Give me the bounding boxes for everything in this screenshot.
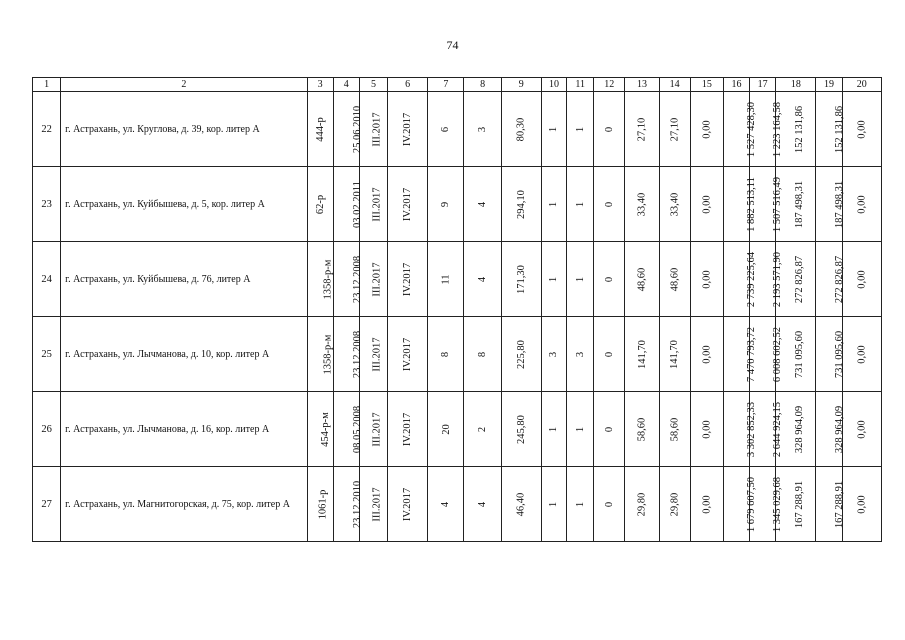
cell-text: 23.12.2008 — [351, 255, 363, 303]
cell-text: 152 131,86 — [794, 105, 806, 153]
cell-text: III.2017 — [371, 411, 383, 447]
cell-c20 — [842, 392, 881, 467]
cell-c10 — [541, 317, 566, 392]
cell-c6 — [388, 467, 428, 542]
cell-c20 — [842, 242, 881, 317]
cell-c13 — [625, 242, 659, 317]
table-row — [33, 317, 882, 392]
cell-c15 — [690, 242, 723, 317]
cell-c5 — [359, 317, 387, 392]
cell-text: 167 288,91 — [834, 480, 846, 528]
cell-text: 225,80 — [515, 339, 527, 369]
cell-text: 328 964,09 — [794, 405, 806, 453]
cell-text: 1358-р-м — [322, 259, 334, 299]
table-row — [33, 242, 882, 317]
cell-c12 — [594, 392, 625, 467]
cell-c12 — [594, 467, 625, 542]
cell-c9 — [501, 317, 541, 392]
cell-c19 — [816, 467, 846, 542]
cell-text: 11 — [440, 273, 452, 285]
cell-text: 0,00 — [701, 194, 713, 214]
cell-text: III.2017 — [371, 336, 383, 372]
cell-num: 22 — [33, 92, 61, 167]
cell-text: 1 — [574, 126, 586, 132]
cell-text: IV.2017 — [402, 412, 414, 446]
column-number-10: 10 — [541, 78, 566, 92]
cell-address: г. Астрахань, ул. Куйбышева, д. 5, кор. литер А — [61, 167, 307, 242]
cell-c5 — [359, 167, 387, 242]
cell-text: IV.2017 — [402, 112, 414, 146]
cell-doc_no — [307, 167, 333, 242]
cell-text: 0,00 — [701, 119, 713, 139]
cell-doc_no — [307, 242, 333, 317]
cell-text: 58,60 — [636, 417, 648, 441]
cell-text: 58,60 — [669, 417, 681, 441]
cell-text: 8 — [477, 351, 489, 357]
cell-c10 — [541, 392, 566, 467]
cell-text: 3 302 852,33 — [746, 401, 757, 457]
cell-text: 0 — [603, 351, 615, 357]
cell-text: 0,00 — [856, 119, 868, 139]
cell-text: 2 644 924,15 — [772, 401, 784, 457]
cell-c19 — [816, 392, 846, 467]
cell-text: 1 — [574, 426, 586, 432]
cell-c14 — [659, 467, 690, 542]
cell-address: г. Астрахань, ул. Магнитогорская, д. 75, кор. литер А — [61, 467, 307, 542]
cell-text: 1 527 428,30 — [746, 101, 757, 157]
cell-text: III.2017 — [371, 111, 383, 147]
cell-c8 — [464, 467, 501, 542]
page-number: 74 — [446, 38, 459, 52]
cell-c19 — [816, 242, 846, 317]
column-number-18: 18 — [776, 78, 816, 92]
cell-c11 — [567, 392, 594, 467]
cell-text: 1 — [574, 501, 586, 507]
cell-text: 1 507 516,49 — [772, 176, 784, 232]
cell-text: 2 — [477, 426, 489, 432]
cell-text: 8 — [440, 351, 452, 357]
cell-c16 — [723, 392, 757, 467]
cell-text: 0 — [603, 126, 615, 132]
cell-text: 0,00 — [701, 494, 713, 514]
cell-text: 46,40 — [515, 492, 527, 516]
cell-text: III.2017 — [371, 486, 383, 522]
cell-c7 — [428, 317, 464, 392]
cell-text: 187 498,31 — [834, 180, 846, 228]
cell-c13 — [625, 392, 659, 467]
cell-c10 — [541, 467, 566, 542]
table-row — [33, 467, 882, 542]
cell-c7 — [428, 92, 464, 167]
cell-c20 — [842, 467, 881, 542]
cell-text: 2 739 225,64 — [746, 251, 757, 307]
cell-c14 — [659, 392, 690, 467]
column-number-11: 11 — [567, 78, 594, 92]
cell-c14 — [659, 167, 690, 242]
cell-text: 272 826,87 — [794, 255, 806, 303]
cell-text: 0,00 — [701, 344, 713, 364]
cell-num: 27 — [33, 467, 61, 542]
column-number-14: 14 — [659, 78, 690, 92]
cell-c12 — [594, 167, 625, 242]
cell-c8 — [464, 392, 501, 467]
cell-text: 33,40 — [636, 192, 648, 216]
cell-text: 20 — [440, 423, 452, 435]
column-number-row — [33, 78, 882, 92]
cell-text: 4 — [477, 501, 489, 507]
cell-c16 — [723, 467, 757, 542]
cell-c16 — [723, 92, 757, 167]
cell-c8 — [464, 242, 501, 317]
cell-c10 — [541, 242, 566, 317]
cell-text: 0 — [603, 426, 615, 432]
cell-doc_date — [333, 467, 363, 542]
cell-text: 187 498,31 — [794, 180, 806, 228]
cell-c8 — [464, 167, 501, 242]
cell-doc_no — [307, 317, 333, 392]
cell-num: 23 — [33, 167, 61, 242]
cell-text: 272 826,87 — [834, 255, 846, 303]
cell-c11 — [567, 167, 594, 242]
column-number-19: 19 — [816, 78, 842, 92]
cell-text: 25.06.2010 — [351, 105, 363, 153]
cell-text: IV.2017 — [402, 487, 414, 521]
cell-text: 29,80 — [636, 492, 648, 516]
cell-text: 80,30 — [515, 117, 527, 141]
cell-c20 — [842, 167, 881, 242]
cell-text: 1 223 164,58 — [772, 101, 784, 157]
cell-text: 48,60 — [636, 267, 648, 291]
cell-c15 — [690, 467, 723, 542]
cell-c20 — [842, 92, 881, 167]
cell-num: 26 — [33, 392, 61, 467]
column-number-17: 17 — [750, 78, 776, 92]
cell-c8 — [464, 92, 501, 167]
cell-c13 — [625, 92, 659, 167]
cell-c12 — [594, 317, 625, 392]
cell-doc_date — [333, 317, 363, 392]
cell-text: 0,00 — [856, 494, 868, 514]
cell-text: III.2017 — [371, 261, 383, 297]
cell-c16 — [723, 242, 757, 317]
cell-text: 23.12.2008 — [351, 330, 363, 378]
cell-c9 — [501, 392, 541, 467]
cell-text: IV.2017 — [402, 337, 414, 371]
cell-text: IV.2017 — [402, 262, 414, 296]
cell-c7 — [428, 392, 464, 467]
cell-c5 — [359, 392, 387, 467]
cell-text: 245,80 — [515, 414, 527, 444]
cell-c11 — [567, 467, 594, 542]
cell-text: 4 — [477, 201, 489, 207]
cell-doc_no — [307, 392, 333, 467]
cell-text: 4 — [477, 276, 489, 282]
cell-c9 — [501, 467, 541, 542]
column-number-6: 6 — [388, 78, 428, 92]
cell-text: 03.02.2011 — [351, 180, 363, 228]
table-row — [33, 167, 882, 242]
cell-text: 0,00 — [856, 269, 868, 289]
cell-text: 6 008 602,52 — [772, 326, 784, 382]
cell-text: 2 193 571,90 — [772, 251, 784, 307]
cell-text: 23.12.2010 — [351, 480, 363, 528]
cell-c16 — [723, 317, 757, 392]
cell-text: 33,40 — [669, 192, 681, 216]
cell-c7 — [428, 242, 464, 317]
cell-text: 7 470 793,72 — [746, 326, 757, 382]
cell-doc_date — [333, 392, 363, 467]
cell-text: 294,10 — [515, 189, 527, 219]
cell-text: 0 — [603, 276, 615, 282]
cell-text: 1 — [574, 201, 586, 207]
column-number-13: 13 — [625, 78, 659, 92]
cell-c11 — [567, 317, 594, 392]
cell-text: IV.2017 — [402, 187, 414, 221]
column-number-12: 12 — [594, 78, 625, 92]
cell-text: 1 — [548, 201, 560, 207]
cell-c6 — [388, 92, 428, 167]
cell-c13 — [625, 317, 659, 392]
cell-c6 — [388, 392, 428, 467]
cell-text: 27,10 — [636, 117, 648, 141]
cell-c19 — [816, 167, 846, 242]
column-number-4: 4 — [333, 78, 359, 92]
cell-c9 — [501, 167, 541, 242]
cell-text: III.2017 — [371, 186, 383, 222]
cell-text: 141,70 — [636, 339, 648, 369]
cell-text: 0,00 — [856, 419, 868, 439]
column-number-3: 3 — [307, 78, 333, 92]
cell-text: 171,30 — [515, 264, 527, 294]
cell-text: 1 679 607,50 — [746, 476, 757, 532]
cell-text: 141,70 — [669, 339, 681, 369]
cell-text: 0 — [603, 501, 615, 507]
column-number-1: 1 — [33, 78, 61, 92]
cell-c13 — [625, 467, 659, 542]
table-row — [33, 92, 882, 167]
column-number-20: 20 — [842, 78, 881, 92]
cell-c6 — [388, 167, 428, 242]
cell-c10 — [541, 92, 566, 167]
cell-text: 1 — [548, 276, 560, 282]
cell-text: 1061-р — [316, 489, 328, 519]
cell-text: 9 — [440, 201, 452, 207]
cell-c15 — [690, 167, 723, 242]
cell-text: 48,60 — [669, 267, 681, 291]
column-number-5: 5 — [359, 78, 387, 92]
cell-text: 6 — [440, 126, 452, 132]
cell-text: 454-р-м — [319, 411, 331, 447]
column-number-15: 15 — [690, 78, 723, 92]
cell-doc_no — [307, 92, 333, 167]
cell-c14 — [659, 92, 690, 167]
cell-text: 27,10 — [669, 117, 681, 141]
table-row — [33, 392, 882, 467]
cell-c20 — [842, 317, 881, 392]
cell-address: г. Астрахань, ул. Лычманова, д. 10, кор. литер А — [61, 317, 307, 392]
cell-text: 0 — [603, 201, 615, 207]
cell-text: 4 — [440, 501, 452, 507]
cell-doc_date — [333, 242, 363, 317]
cell-text: 29,80 — [669, 492, 681, 516]
cell-text: 0,00 — [856, 344, 868, 364]
cell-c6 — [388, 242, 428, 317]
cell-doc_no — [307, 467, 333, 542]
cell-c6 — [388, 317, 428, 392]
cell-c15 — [690, 92, 723, 167]
cell-text: 444-р — [314, 116, 326, 142]
cell-c5 — [359, 242, 387, 317]
cell-text: 0,00 — [701, 419, 713, 439]
cell-c5 — [359, 467, 387, 542]
column-number-8: 8 — [464, 78, 501, 92]
cell-text: 0,00 — [701, 269, 713, 289]
cell-text: 1 — [574, 276, 586, 282]
cell-c11 — [567, 242, 594, 317]
cell-text: 08.05.2008 — [351, 405, 363, 453]
cell-c15 — [690, 317, 723, 392]
cell-text: 1 882 513,11 — [745, 176, 757, 232]
cell-text: 731 095,60 — [794, 330, 806, 378]
cell-c14 — [659, 317, 690, 392]
cell-doc_date — [333, 92, 363, 167]
cell-text: 167 288,91 — [794, 480, 806, 528]
cell-text: 1 — [548, 426, 560, 432]
cell-num: 25 — [33, 317, 61, 392]
cell-text: 3 — [548, 351, 560, 357]
cell-c7 — [428, 467, 464, 542]
cell-address: г. Астрахань, ул. Круглова, д. 39, кор. литер А — [61, 92, 307, 167]
cell-c7 — [428, 167, 464, 242]
cell-text: 1 345 029,68 — [772, 476, 784, 532]
cell-c19 — [816, 92, 846, 167]
column-number-7: 7 — [428, 78, 464, 92]
cell-c8 — [464, 317, 501, 392]
cell-c10 — [541, 167, 566, 242]
column-number-9: 9 — [501, 78, 541, 92]
cell-c14 — [659, 242, 690, 317]
cell-text: 1358-р-м — [322, 334, 334, 374]
cell-c19 — [816, 317, 846, 392]
cell-text: 1 — [548, 126, 560, 132]
cell-text: 3 — [574, 351, 586, 357]
cell-num: 24 — [33, 242, 61, 317]
cell-c12 — [594, 242, 625, 317]
cell-c11 — [567, 92, 594, 167]
cell-text: 152 131,86 — [834, 105, 846, 153]
cell-c9 — [501, 242, 541, 317]
cell-address: г. Астрахань, ул. Лычманова, д. 16, кор. литер А — [61, 392, 307, 467]
cell-text: 1 — [548, 501, 560, 507]
column-number-2: 2 — [61, 78, 307, 92]
cell-c15 — [690, 392, 723, 467]
cell-text: 62-р — [314, 194, 326, 214]
cell-text: 731 095,60 — [834, 330, 846, 378]
cell-text: 0,00 — [856, 194, 868, 214]
housing-register-table — [32, 77, 882, 542]
cell-text: 3 — [477, 126, 489, 132]
cell-text: 328 964,09 — [834, 405, 846, 453]
cell-c13 — [625, 167, 659, 242]
column-number-16: 16 — [723, 78, 749, 92]
cell-address: г. Астрахань, ул. Куйбышева, д. 76, литер А — [61, 242, 307, 317]
cell-doc_date — [333, 167, 363, 242]
cell-c12 — [594, 92, 625, 167]
cell-c16 — [723, 167, 757, 242]
cell-c5 — [359, 92, 387, 167]
cell-c9 — [501, 92, 541, 167]
